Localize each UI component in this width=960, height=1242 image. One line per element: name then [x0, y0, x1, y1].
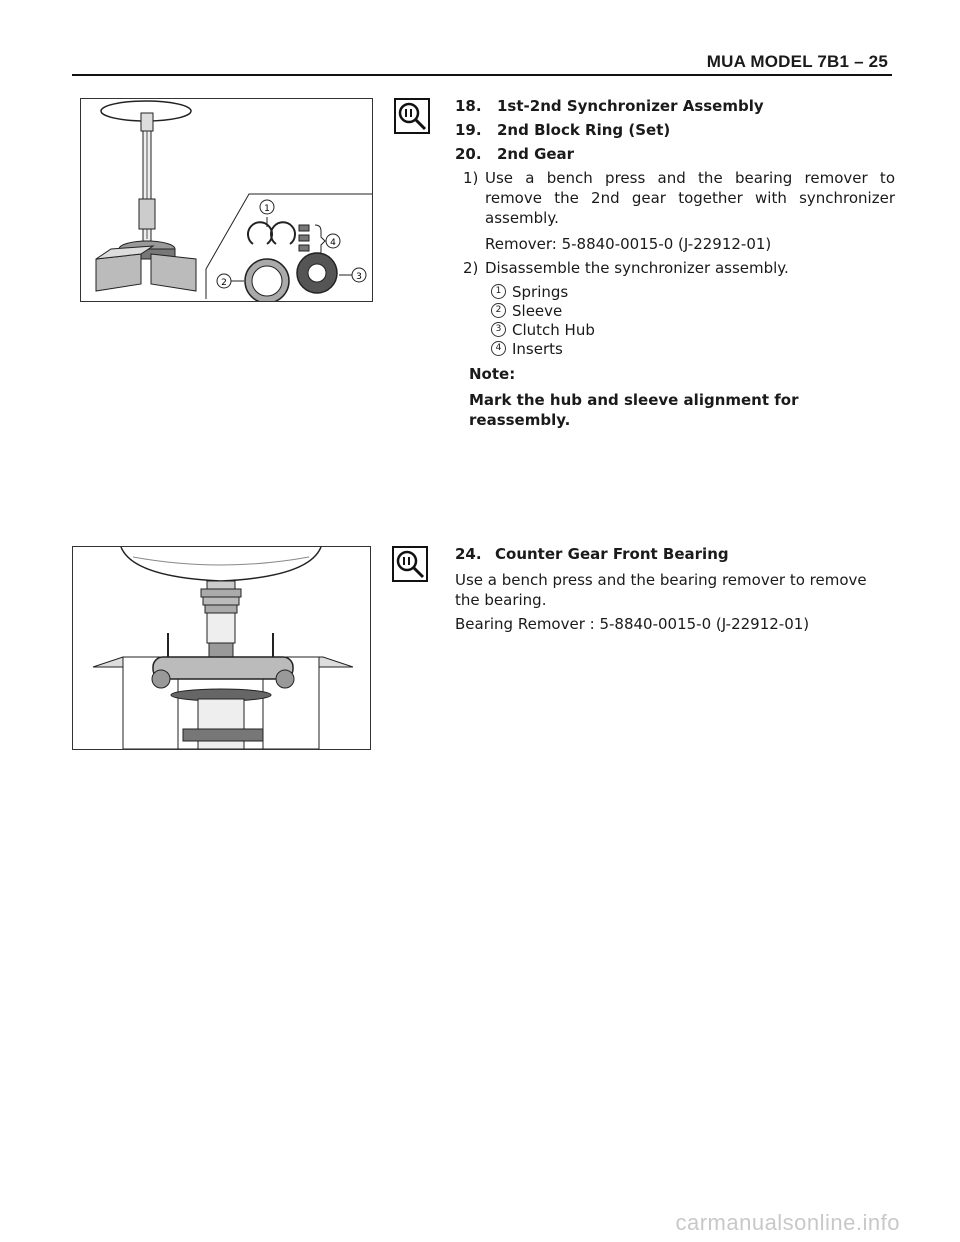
item-label: Counter Gear Front Bearing — [495, 545, 729, 563]
part-label: Sleeve — [512, 301, 563, 320]
step-text: Use a bench press and the bearing remover to remove the 2nd gear together with synchronizer assembly. — [485, 169, 895, 227]
magnifier-icon — [394, 98, 430, 138]
list-item — [491, 301, 895, 320]
item-label: 2nd Block Ring (Set) — [497, 121, 671, 139]
callout-4-label: 4 — [330, 238, 336, 248]
callout-3-label: 3 — [356, 272, 362, 282]
figure-counter-gear-bearing — [72, 546, 371, 750]
part-number: 1 — [491, 284, 506, 299]
step-1 — [455, 168, 895, 228]
step-text: Disassemble the synchronizer assembly. — [485, 259, 789, 277]
part-label: Springs — [512, 282, 569, 301]
remover-tool-ref: Remover: 5-8840-0015-0 (J-22912-01) — [485, 235, 772, 253]
list-item — [491, 320, 895, 339]
list-item — [491, 339, 895, 358]
callout-2-label: 2 — [221, 278, 227, 288]
item-number: 24. — [455, 545, 482, 563]
item-number: 20. — [455, 145, 482, 163]
item-18 — [455, 96, 895, 116]
note-text: Mark the hub and sleeve alignment for reassembly. — [469, 391, 799, 429]
item-label: 1st-2nd Synchronizer Assembly — [497, 97, 764, 115]
note-label: Note: — [469, 365, 516, 383]
item-20 — [455, 144, 895, 164]
parts-list — [491, 282, 895, 358]
step-2 — [455, 258, 895, 278]
instruction-text: Use a bench press and the bearing remover to remove the bearing. — [455, 571, 867, 609]
step-number: 1) — [463, 169, 479, 187]
item-number: 19. — [455, 121, 482, 139]
watermark-text: carmanualsonline.info — [675, 1210, 900, 1235]
page-header-title: MUA MODEL 7B1 – 25 — [706, 52, 888, 71]
section-counter-gear-bearing — [455, 544, 895, 634]
section-synchronizer — [455, 96, 895, 430]
figure-synchronizer-removal — [80, 98, 373, 302]
item-number: 18. — [455, 97, 482, 115]
header-rule — [72, 74, 892, 76]
step-number: 2) — [463, 259, 479, 277]
item-24 — [455, 544, 895, 564]
item-19 — [455, 120, 895, 140]
tool-ref: Bearing Remover : 5-8840-0015-0 (J-22912-01) — [455, 615, 810, 633]
part-label: Clutch Hub — [512, 320, 595, 339]
item-label: 2nd Gear — [497, 145, 575, 163]
part-label: Inserts — [512, 339, 563, 358]
callout-1-label: 1 — [264, 204, 270, 214]
part-number: 4 — [491, 341, 506, 356]
magnifier-icon — [392, 546, 428, 586]
part-number: 2 — [491, 303, 506, 318]
part-number: 3 — [491, 322, 506, 337]
list-item — [491, 282, 895, 301]
